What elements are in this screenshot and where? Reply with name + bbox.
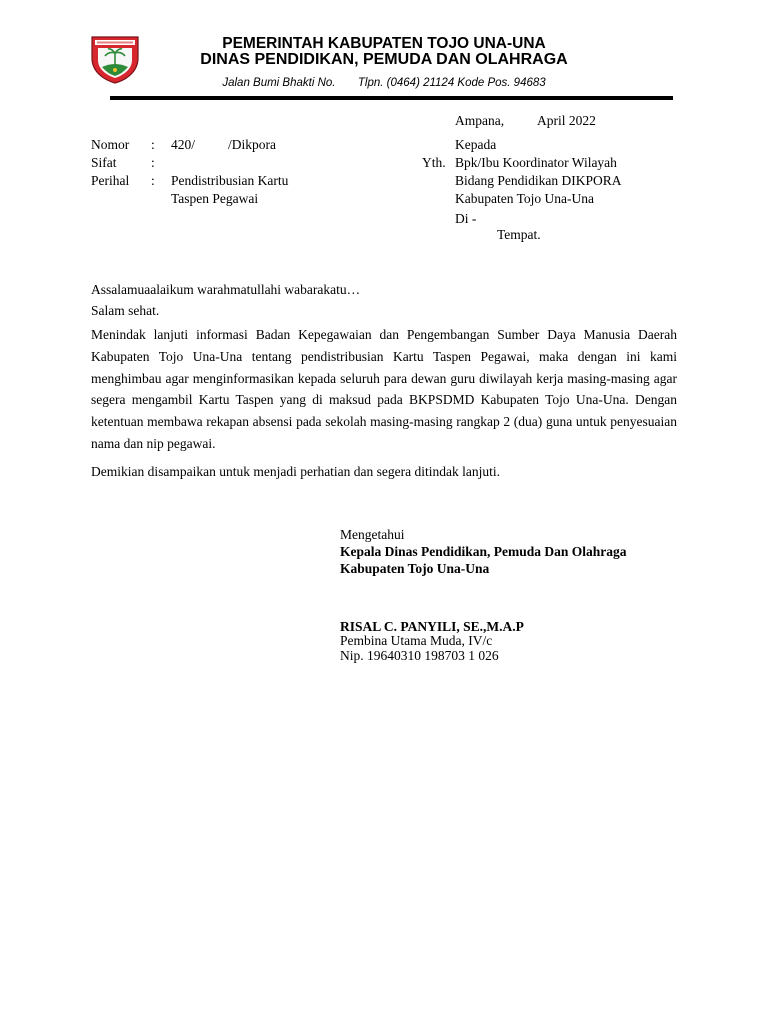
nomor-colon: : — [151, 137, 155, 152]
signature-mengetahui: Mengetahui — [340, 527, 405, 542]
salam: Salam sehat. — [91, 303, 160, 318]
perihal-line1: Pendistribusian Kartu — [171, 173, 289, 188]
letterhead-address: Jalan Bumi Bhakti No. — [222, 77, 336, 89]
perihal-label: Perihal — [91, 173, 130, 188]
recipient-line1: Bpk/Ibu Koordinator Wilayah — [455, 155, 617, 170]
signature-title-line2: Kabupaten Tojo Una-Una — [340, 561, 490, 576]
letterhead-divider — [110, 96, 673, 100]
closing-sentence: Demikian disampaikan untuk menjadi perhatian dan segera ditindak lanjuti. — [91, 464, 501, 479]
signatory-name: RISAL C. PANYILI, SE.,M.A.P — [340, 619, 524, 634]
perihal-line2: Taspen Pegawai — [171, 191, 259, 206]
letterhead-government-title: PEMERINTAH KABUPATEN TOJO UNA-UNA — [222, 35, 546, 52]
letterhead-phone: Tlpn. (0464) 21124 Kode Pos. 94683 — [357, 77, 546, 89]
nomor-label: Nomor — [91, 137, 130, 152]
signatory-rank: Pembina Utama Muda, IV/c — [340, 633, 493, 648]
letter-place: Ampana, — [455, 113, 505, 128]
nomor-suffix: /Dikpora — [228, 137, 276, 152]
letterhead-agency-title: DINAS PENDIDIKAN, PEMUDA DAN OLAHRAGA — [200, 51, 568, 68]
signatory-nip: Nip. 19640310 198703 1 026 — [340, 648, 499, 663]
recipient-di: Di - — [455, 211, 477, 226]
recipient-kepada: Kepada — [455, 137, 497, 152]
greeting: Assalamuaalaikum warahmatullahi wabarakatu… — [91, 282, 361, 297]
nomor-value: 420/ — [171, 137, 196, 152]
recipient-tempat: Tempat. — [497, 227, 541, 242]
perihal-colon: : — [151, 173, 155, 188]
body-paragraph: Menindak lanjuti informasi Badan Kepegawaian dan Pengembangan Sumber Daya Manusia Daerah Kabupaten Tojo Una-Una tentang pendistribusian Kartu Taspen Pegawai, maka dengan ini kami menghimbau agar menginformasikan kepada seluruh para dewan guru diwilayah kerja masing-masing agar segera mengambil Kartu Taspen yang di maksud pada BKPSDMD Kabupaten Tojo Una-Una. Dengan ketentuan membawa rekapan absensi pada sekolah masing-masing rangkap 2 (dua) guna untuk penyesuaian nama dan nip pegawai. — [91, 327, 677, 451]
recipient-line3: Kabupaten Tojo Una-Una — [455, 191, 595, 206]
sifat-colon: : — [151, 155, 155, 170]
letter-date: April 2022 — [537, 113, 596, 128]
recipient-line2: Bidang Pendidikan DIKPORA — [455, 173, 622, 188]
signature-title-line1: Kepala Dinas Pendidikan, Pemuda Dan Olahraga — [340, 544, 627, 559]
letterhead-contact — [0, 77, 768, 89]
recipient-yth: Yth. — [422, 155, 446, 170]
sifat-label: Sifat — [91, 155, 117, 170]
